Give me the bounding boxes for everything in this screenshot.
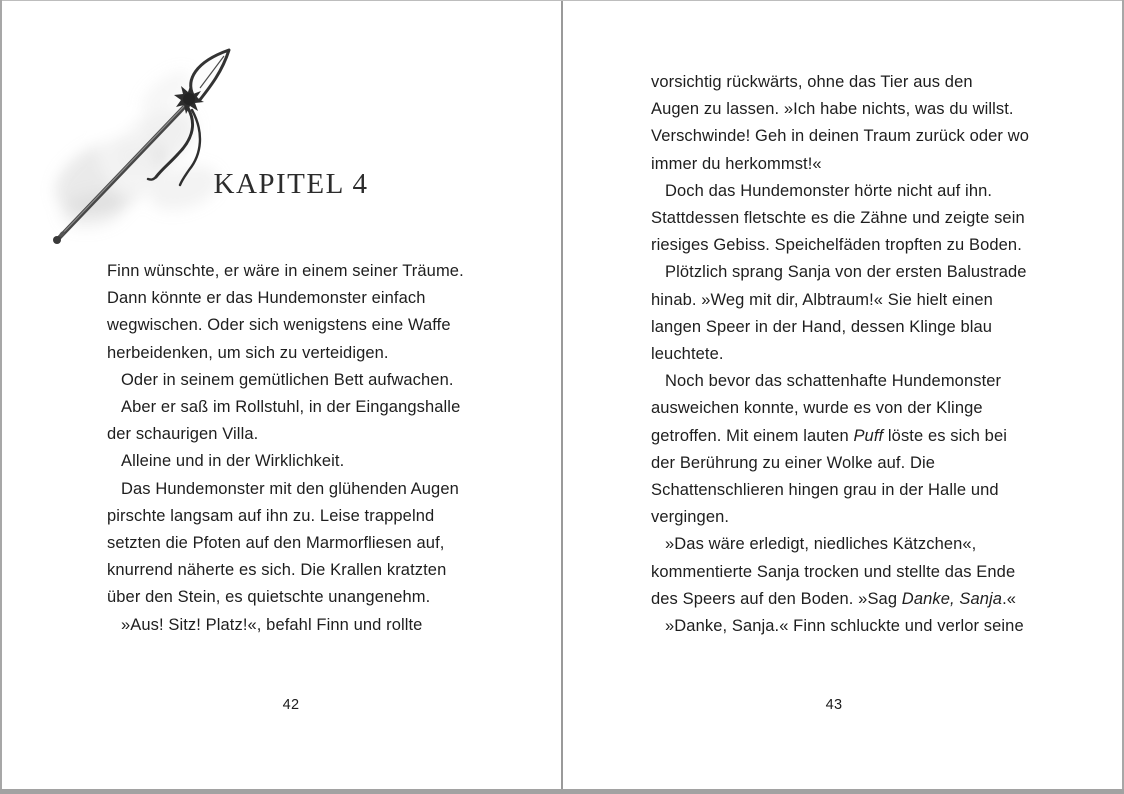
body-line: immer du herkommst!« bbox=[651, 154, 822, 173]
body-text-left bbox=[107, 258, 487, 639]
body-line: Verschwinde! Geh in deinen Traum zurück oder wo bbox=[651, 127, 1029, 146]
body-line: pirschte langsam auf ihn zu. Leise trappelnd bbox=[107, 506, 435, 525]
body-line: Aber er saß im Rollstuhl, in der Eingangshalle bbox=[121, 398, 461, 417]
page-right bbox=[563, 0, 1122, 794]
body-line: setzten die Pfoten auf den Marmorfliesen auf, bbox=[107, 534, 445, 553]
body-line: getroffen. Mit einem lauten Puff löste es sich bei bbox=[651, 426, 1007, 445]
body-line: Noch bevor das schattenhafte Hundemonster bbox=[665, 372, 1002, 391]
body-line: langen Speer in der Hand, dessen Klinge blau bbox=[651, 317, 993, 336]
body-line: Dann könnte er das Hundemonster einfach bbox=[107, 289, 426, 308]
page-number-left: 42 bbox=[282, 697, 300, 713]
body-line: Doch das Hundemonster hörte nicht auf ihn. bbox=[665, 181, 993, 200]
body-line: vorsichtig rückwärts, ohne das Tier aus den bbox=[651, 73, 973, 91]
body-line: der schaurigen Villa. bbox=[107, 425, 259, 444]
body-line: vergingen. bbox=[651, 508, 730, 527]
body-line: ausweichen konnte, wurde es von der Klinge bbox=[651, 399, 983, 418]
body-line: hinab. »Weg mit dir, Albtraum!« Sie hielt einen bbox=[651, 290, 993, 309]
body-line: Finn wünschte, er wäre in einem seiner Träume. bbox=[107, 262, 464, 280]
body-line: wegwischen. Oder sich wenigstens eine Waffe bbox=[107, 316, 451, 335]
body-line: Stattdessen fletschte es die Zähne und zeigte sein bbox=[651, 209, 1025, 228]
frame-edge-bottom bbox=[0, 789, 1124, 794]
body-line: riesiges Gebiss. Speichelfäden tropften zu Boden. bbox=[651, 236, 1022, 255]
frame-edge-top bbox=[0, 0, 1124, 1]
body-line: »Aus! Sitz! Platz!«, befahl Finn und rollte bbox=[121, 615, 423, 634]
body-line: »Das wäre erledigt, niedliches Kätzchen«, bbox=[665, 535, 977, 554]
body-line: Das Hundemonster mit den glühenden Augen bbox=[121, 479, 459, 498]
chapter-heading: KAPITEL 4 bbox=[213, 168, 369, 200]
body-line: Oder in seinem gemütlichen Bett aufwachen. bbox=[121, 370, 454, 389]
body-line: der Berührung zu einer Wolke auf. Die bbox=[651, 453, 936, 472]
page-number-right: 43 bbox=[825, 697, 843, 713]
page-gutter-divider bbox=[561, 0, 563, 794]
frame-edge-left bbox=[0, 0, 2, 794]
body-line: Alleine und in der Wirklichkeit. bbox=[121, 452, 345, 471]
body-line: herbeidenken, um sich zu verteidigen. bbox=[107, 343, 389, 362]
body-line: »Danke, Sanja.« Finn schluckte und verlor seine bbox=[665, 617, 1024, 636]
body-line: Augen zu lassen. »Ich habe nichts, was du willst. bbox=[651, 100, 1014, 119]
body-line: leuchtete. bbox=[651, 345, 724, 364]
body-line: Plötzlich sprang Sanja von der ersten Balustrade bbox=[665, 263, 1027, 282]
body-line: Schattenschlieren hingen grau in der Halle und bbox=[651, 481, 999, 500]
body-line: des Speers auf den Boden. »Sag Danke, Sanja.« bbox=[651, 589, 1017, 608]
body-line: über den Stein, es quietschte unangenehm. bbox=[107, 588, 431, 607]
body-line: knurrend näherte es sich. Die Krallen kratzten bbox=[107, 561, 447, 580]
spear-illustration-icon bbox=[38, 38, 250, 252]
body-text-right bbox=[651, 69, 1031, 640]
body-line: kommentierte Sanja trocken und stellte das Ende bbox=[651, 562, 1016, 581]
page-left bbox=[2, 0, 561, 794]
